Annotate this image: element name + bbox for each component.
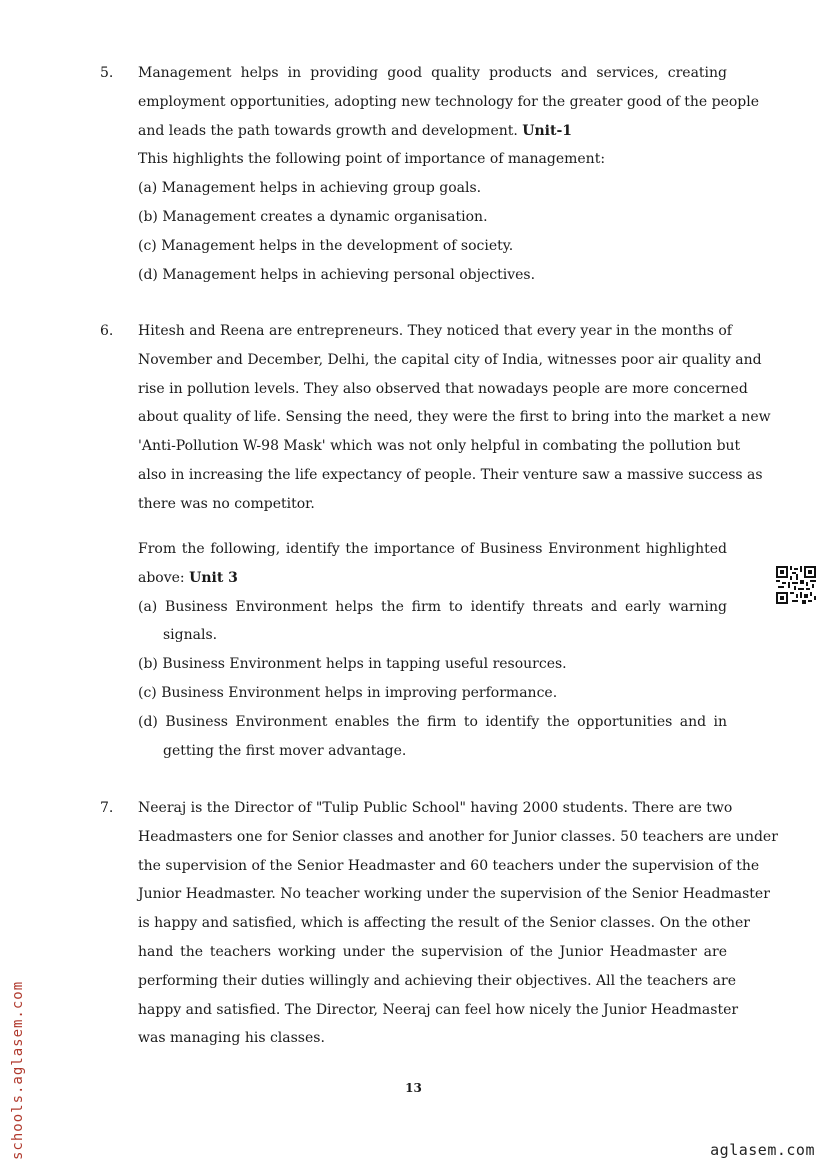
- q7-line: Neeraj is the Director of "Tulip Public School" having 2000 students. There are two: [138, 800, 733, 816]
- q7-line: Headmasters one for Senior classes and another for Junior classes. 50 teachers are under: [138, 828, 778, 845]
- question-number: 7.: [100, 800, 114, 816]
- q6-line: rise in pollution levels. They also observed that nowadays people are more concerned: [138, 380, 748, 397]
- q7-line: hand the teachers working under the supervision of the Junior Headmaster are: [138, 943, 727, 960]
- q7-line: performing their duties willingly and achieving their objectives. All the teachers are: [138, 972, 736, 989]
- unit-tag: Unit 3: [189, 569, 238, 586]
- option: (a) Business Environment helps the firm to identify threats and early warning: [138, 598, 727, 615]
- option: (c) Management helps in the development of society.: [138, 237, 514, 254]
- option: (c) Business Environment helps in improving performance.: [138, 684, 558, 701]
- unit-tag: Unit-1: [522, 122, 573, 139]
- q7-line: was managing his classes.: [138, 1030, 325, 1047]
- option: (a) Management helps in achieving group goals.: [138, 180, 482, 197]
- q5-line: employment opportunities, adopting new technology for the greater good of the people: [138, 93, 760, 110]
- question-6-prompt: [138, 535, 727, 765]
- question-number: 5.: [100, 65, 114, 81]
- q5-prompt: This highlights the following point of importance of management:: [138, 151, 606, 168]
- option-continuation: signals.: [163, 627, 218, 644]
- q6-line: also in increasing the life expectancy of people. Their venture saw a massive success as: [138, 466, 763, 483]
- side-watermark: schools.aglasem.com: [10, 980, 26, 1160]
- q7-line: happy and satisfied. The Director, Neeraj can feel how nicely the Junior Headmaster: [138, 1001, 739, 1018]
- q6-line: November and December, Delhi, the capital city of India, witnesses poor air quality and: [138, 351, 762, 368]
- q5-line: and leads the path towards growth and development. Unit-1: [138, 122, 573, 139]
- q6-line: Hitesh and Reena are entrepreneurs. They noticed that every year in the months of: [138, 323, 732, 339]
- question-6: [138, 317, 771, 519]
- q6-line: 'Anti-Pollution W-98 Mask' which was not only helpful in combating the pollution but: [138, 438, 741, 455]
- option: (d) Management helps in achieving personal objectives.: [138, 266, 536, 283]
- qr-code-icon: [776, 566, 816, 604]
- q6-line: about quality of life. Sensing the need, they were the first to bring into the market a new: [138, 409, 771, 426]
- question-5: [138, 59, 760, 289]
- q7-line: the supervision of the Senior Headmaster and 60 teachers under the supervision of the: [138, 857, 760, 874]
- footer-watermark: aglasem.com: [710, 1141, 815, 1159]
- question-7: [138, 794, 778, 1053]
- option: (b) Business Environment helps in tapping useful resources.: [138, 656, 567, 673]
- option-continuation: getting the first mover advantage.: [163, 742, 407, 759]
- question-number: 6.: [100, 323, 114, 339]
- q7-line: Junior Headmaster. No teacher working under the supervision of the Senior Headmaster: [138, 886, 770, 903]
- q6-line: there was no competitor.: [138, 495, 315, 512]
- q6-prompt-line: above: Unit 3: [138, 569, 238, 586]
- q5-line: Management helps in providing good quality products and services, creating: [138, 65, 727, 81]
- q7-line: is happy and satisfied, which is affecting the result of the Senior classes. On the other: [138, 915, 750, 932]
- option: (b) Management creates a dynamic organisation.: [138, 208, 488, 225]
- option: (d) Business Environment enables the firm to identify the opportunities and in: [138, 713, 727, 730]
- page-number: 13: [405, 1081, 422, 1095]
- q6-prompt-line: From the following, identify the importance of Business Environment highlighted: [138, 541, 727, 557]
